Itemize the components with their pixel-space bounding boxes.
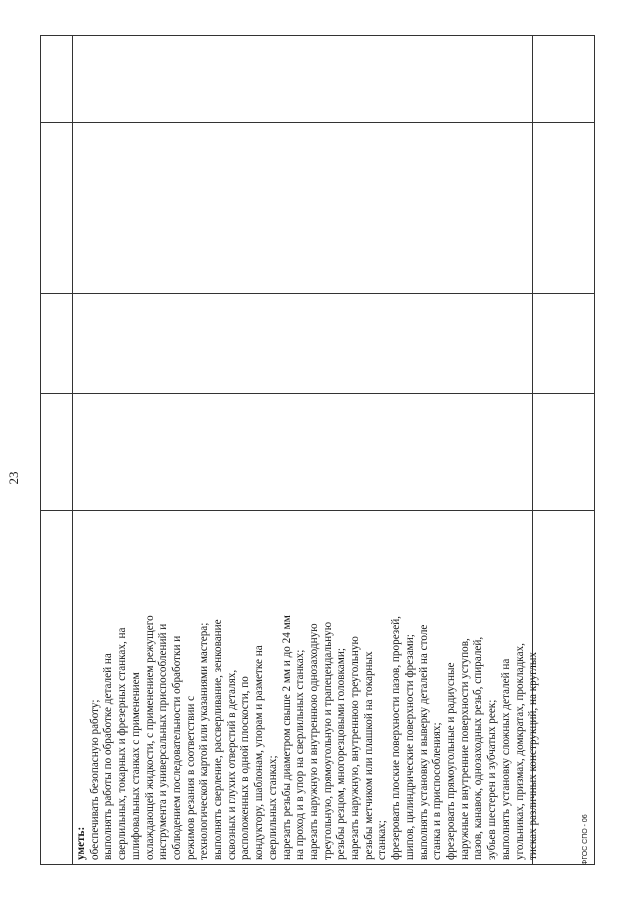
column-divider [41,393,594,394]
requirements-table [40,35,595,865]
section-heading: уметь: [75,826,87,860]
text-line: резьбы метчиком или плашкой на токарных [362,651,375,860]
text-line: фрезеровать прямоугольные и радиусные [444,662,457,860]
column-divider [41,122,594,123]
text-line: шипов, цилиндрические поверхности фрезами; [403,634,416,860]
text-line: станках; [376,820,389,860]
column-divider [41,293,594,294]
text-line: технологической картой или указаниями мастера; [198,622,211,860]
text-line: выполнять сверление, рассверливание, зенкование [212,619,225,860]
text-line: охлаждающей жидкости, с применением режущего [143,615,156,860]
text-line: наружные и внутренние поверхности уступов, [458,638,471,860]
text-line: сверлильных, токарных и фрезерных станках, на [116,627,129,860]
text-line: фрезеровать плоские поверхности пазов, прорезей, [390,616,403,860]
text-line: выполнять установку сложных деталей на [499,658,512,860]
text-line: треугольную, прямоугольную и трапецеидальную [321,621,334,860]
footer-code: ФГОС СПО - 06 [582,814,589,865]
text-line: на проход и в упор на сверлильных станках; [294,649,307,860]
text-line: сквозных и глухих отверстий в деталях, [225,669,238,860]
text-line: резьбы резцом, многорезцовыми головками; [335,648,348,860]
skills-cell [72,511,540,864]
text-line: обеспечивать безопасную работу; [88,699,101,860]
text-line: соблюдением последовательности обработки и [170,635,183,860]
text-line: нарезать наружную и внутреннюю однозаходную [307,623,320,860]
text-line: станка и в приспособлениях; [431,722,444,860]
text-line: угольниках, призмах, домкратах, прокладках, [513,643,526,860]
rotated-page [6,35,595,865]
text-line: тисках различных конструкций, на круглых [527,652,540,860]
text-line: пазов, канавок, однозаходных резьб, спиралей, [472,636,485,860]
text-line: выполнять работы по обработке деталей на [102,653,115,860]
text-line: инструмента и универсальных приспособлений и [157,623,170,860]
page-number: 23 [6,471,21,485]
text-line: режимов резания в соответствии с [184,695,197,860]
text-line: расположенных в одной плоскости, по [239,676,252,860]
text-line: шлифовальных станках с применением [129,672,142,860]
text-line: нарезать наружную, внутреннюю треугольную [349,636,362,860]
text-line: нарезать резьбы диаметром свыше 2 мм и до 24 мм [280,615,293,860]
text-line: кондуктору, шаблонам, упорам и разметке на [253,645,266,860]
text-line: сверлильных станках; [266,755,279,860]
text-line: зубьев шестерен и зубчатых реек; [486,699,499,860]
text-line: выполнять установку и выверку деталей на столе [417,624,430,860]
